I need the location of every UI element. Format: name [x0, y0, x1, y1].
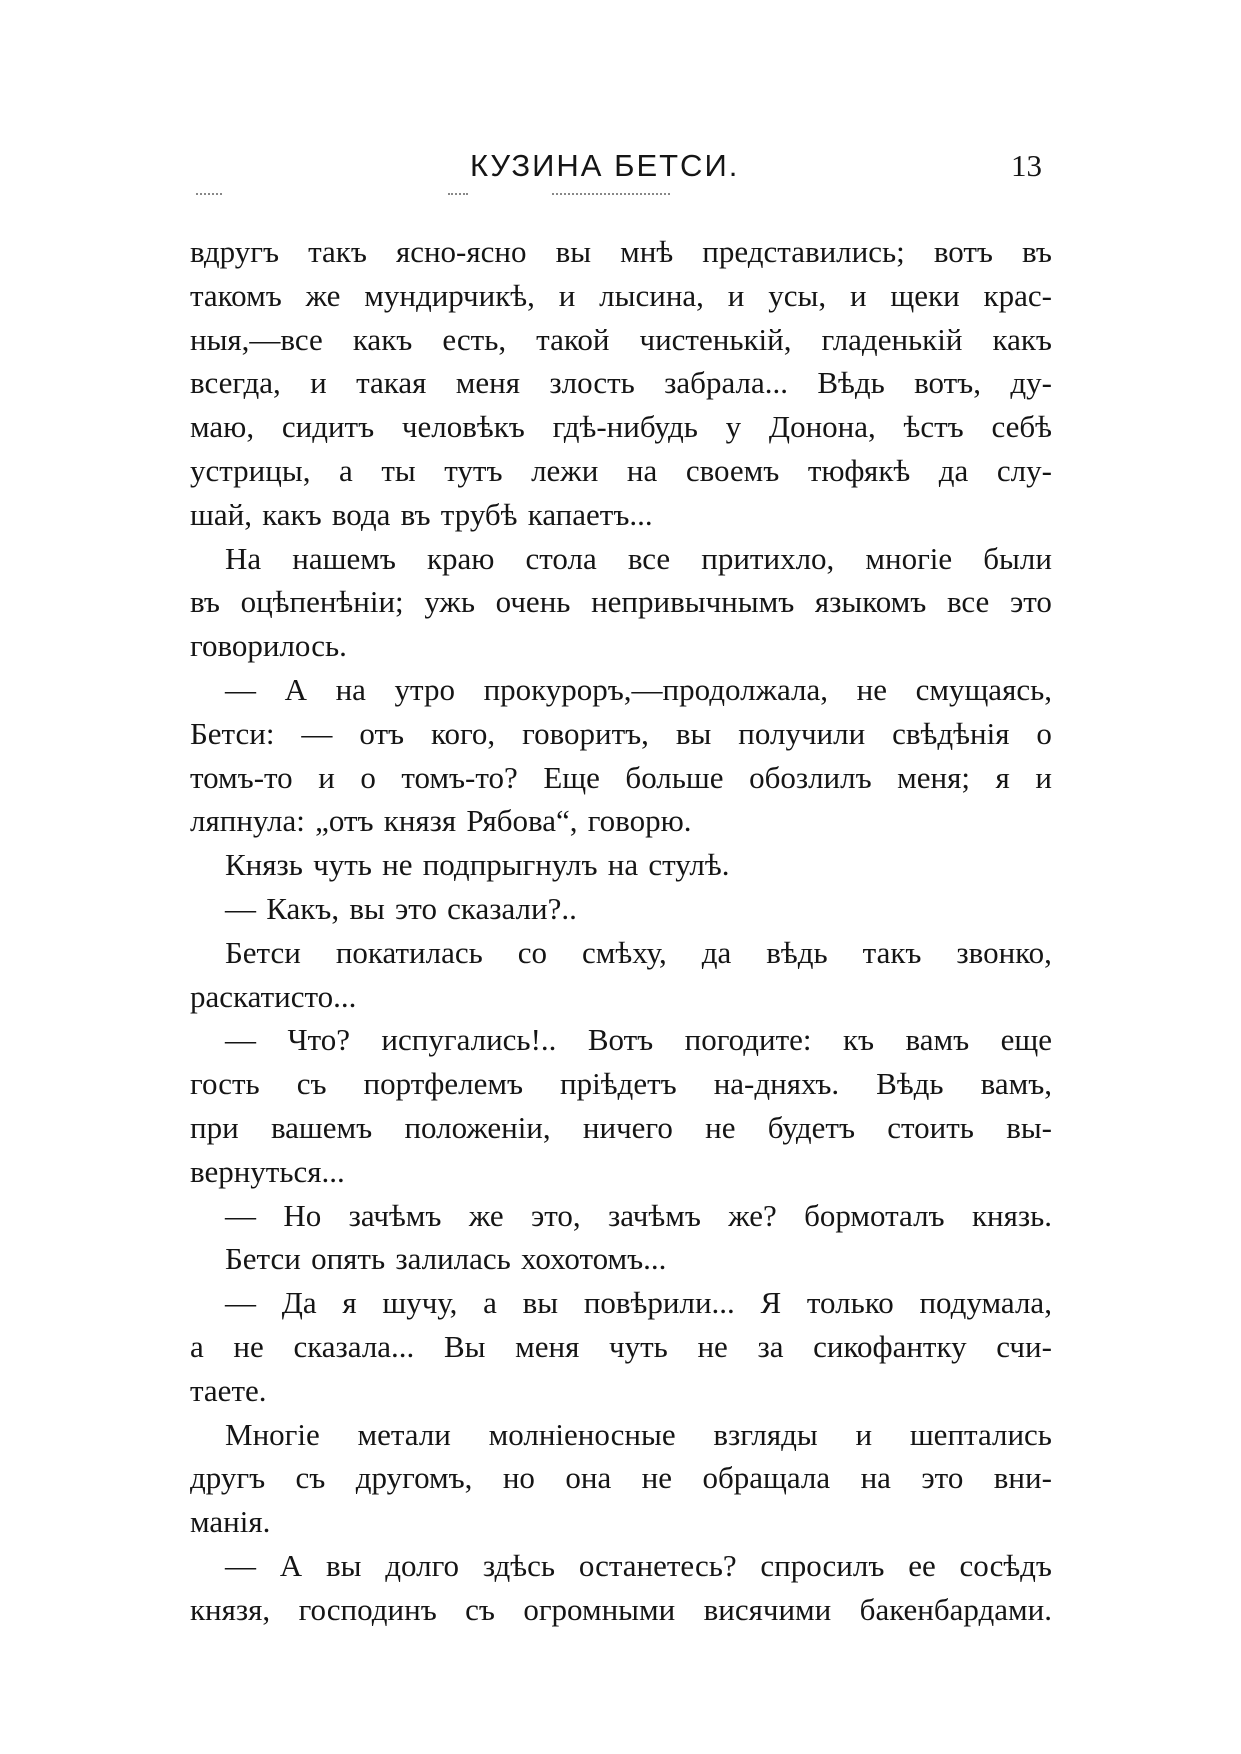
- text-line: другъ съ другомъ, но она не обращала на это вни-: [190, 1460, 1052, 1496]
- text-line: — Что? испугались!.. Вотъ погодите: къ вамъ еще: [225, 1022, 1052, 1058]
- text-line: вдругъ такъ ясно-ясно вы мнѣ представились; вотъ въ: [190, 234, 1052, 269]
- text-line: Многіе метали молніеносные взгляды и шептались: [225, 1416, 1052, 1452]
- text-line: ляпнула: „отъ князя Рябова“, говорю.: [190, 803, 692, 839]
- text-line: въ оцѣпенѣніи; ужь очень непривычнымъ языкомъ все это: [190, 584, 1052, 620]
- text-line: при вашемъ положеніи, ничего не будетъ стоить вы-: [190, 1109, 1052, 1145]
- text-line: гость съ портфелемъ пріѣдетъ на-дняхъ. Вѣдь вамъ,: [190, 1066, 1052, 1102]
- text-line: маю, сидитъ человѣкъ гдѣ-нибудь у Донона, ѣстъ себѣ: [190, 409, 1052, 445]
- text-line: вернуться...: [190, 1153, 345, 1189]
- text-line: — А вы долго здѣсь останетесь? спросилъ ее сосѣдъ: [225, 1547, 1052, 1583]
- text-line: — А на утро прокуроръ,—продолжала, не смущаясь,: [225, 671, 1052, 707]
- text-line: таете.: [190, 1372, 267, 1408]
- text-line: всегда, и такая меня злость забрала... Вѣдь вотъ, ду-: [190, 365, 1052, 401]
- text-line: шай, какъ вода въ трубѣ капаетъ...: [190, 496, 653, 532]
- text-line: раскатисто...: [190, 978, 357, 1014]
- text-line: Князь чуть не подпрыгнулъ на стулѣ.: [225, 847, 730, 883]
- text-line: Бетси: — отъ кого, говоритъ, вы получили свѣдѣнія о: [190, 715, 1052, 751]
- header-rule: [448, 193, 468, 195]
- text-line: а не сказала... Вы меня чуть не за сикофантку счи-: [190, 1328, 1052, 1364]
- text-line: — Но зачѣмъ же это, зачѣмъ же? бормоталъ князь.: [225, 1197, 1052, 1233]
- text-line: устрицы, а ты тутъ лежи на своемъ тюфякѣ да слу-: [190, 452, 1052, 488]
- running-title: КУЗИНА БЕТСИ.: [470, 148, 740, 183]
- header-rule: [552, 193, 670, 195]
- text-line: томъ-то и о томъ-то? Еще больше обозлилъ меня; я и: [190, 759, 1052, 795]
- text-line: ныя,—все какъ есть, такой чистенькій, гладенькій какъ: [190, 321, 1052, 357]
- text-line: манія.: [190, 1504, 271, 1540]
- text-line: — Какъ, вы это сказали?..: [225, 890, 577, 926]
- text-line: — Да я шучу, а вы повѣрили... Я только подумала,: [225, 1285, 1052, 1321]
- text-line: такомъ же мундирчикѣ, и лысина, и усы, и щеки крас-: [190, 277, 1052, 313]
- page-number: 13: [1011, 148, 1042, 183]
- running-head: [0, 148, 1241, 192]
- body-text: [190, 230, 1052, 1632]
- header-rule: [196, 193, 222, 195]
- text-line: Бетси покатилась со смѣху, да вѣдь такъ звонко,: [225, 934, 1052, 970]
- text-line: говорилось.: [190, 628, 347, 664]
- text-line: Бетси опять залилась хохотомъ...: [225, 1241, 667, 1277]
- text-line: На нашемъ краю стола все притихло, многіе были: [225, 540, 1052, 576]
- text-line: князя, господинъ съ огромными висячими бакенбардами.: [190, 1591, 1052, 1627]
